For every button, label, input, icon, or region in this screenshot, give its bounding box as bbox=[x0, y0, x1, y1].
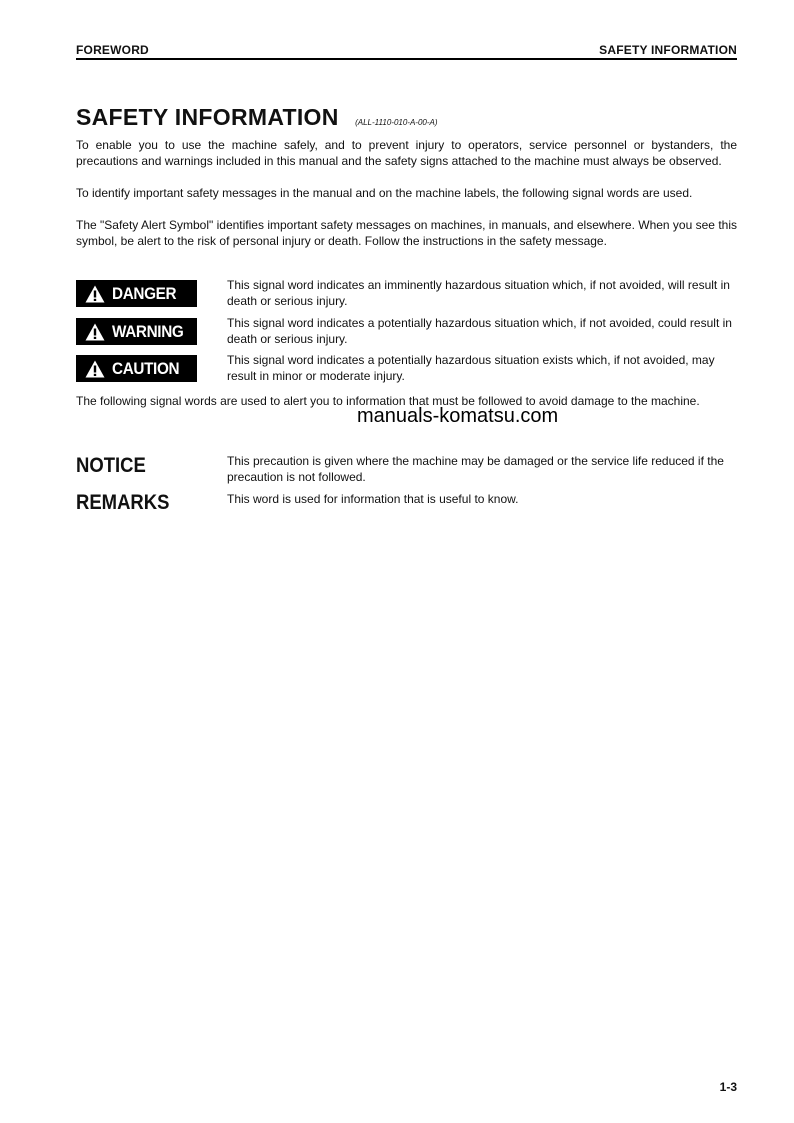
watermark: manuals-komatsu.com bbox=[357, 405, 559, 427]
page-title: SAFETY INFORMATION bbox=[76, 104, 339, 130]
warning-sign bbox=[76, 318, 197, 345]
warning-label: WARNING bbox=[112, 321, 184, 341]
page-number: 1-3 bbox=[719, 1080, 737, 1094]
danger-description: This signal word indicates an imminently hazardous situation which, if not avoided, will result in death or serious injury. bbox=[227, 278, 730, 309]
remarks-label: REMARKS bbox=[76, 491, 170, 514]
title-row bbox=[76, 104, 438, 131]
caution-description: This signal word indicates a potentially hazardous situation exists which, if not avoided, may result in minor or moderate injury. bbox=[227, 353, 715, 384]
intro-paragraph: To enable you to use the machine safely, and to prevent injury to operators, service personnel or bystanders, the precautions and warnings included in this manual and the safety signs attached to the machine must always be observed. bbox=[76, 138, 737, 169]
danger-sign bbox=[76, 280, 197, 307]
caution-label: CAUTION bbox=[112, 358, 180, 378]
alert-triangle-icon bbox=[85, 360, 105, 378]
remarks-description: This word is used for information that is useful to know. bbox=[227, 492, 519, 506]
damage-words-paragraph: The following signal words are used to alert you to information that must be followed to avoid damage to the machine. bbox=[76, 394, 700, 408]
safety-alert-symbol-paragraph: The "Safety Alert Symbol" identifies important safety messages on machines, in manuals, and elsewhere. When you see this symbol, be alert to the risk of personal injury or death. Follow the instructions in the safety message. bbox=[76, 218, 737, 249]
header-rule bbox=[76, 58, 737, 60]
notice-description: This precaution is given where the machine may be damaged or the service life reduced if the precaution is not followed. bbox=[227, 454, 724, 485]
alert-triangle-icon bbox=[85, 285, 105, 303]
notice-label: NOTICE bbox=[76, 454, 146, 477]
caution-sign bbox=[76, 355, 197, 382]
signal-words-paragraph: To identify important safety messages in the manual and on the machine labels, the following signal words are used. bbox=[76, 186, 693, 200]
alert-triangle-icon bbox=[85, 323, 105, 341]
warning-description: This signal word indicates a potentially hazardous situation which, if not avoided, could result in death or serious injury. bbox=[227, 316, 732, 347]
reference-code: (ALL-1110-010-A-00-A) bbox=[355, 118, 438, 127]
header-chapter-label: SAFETY INFORMATION bbox=[599, 43, 737, 57]
danger-label: DANGER bbox=[112, 283, 177, 303]
header-section-label: FOREWORD bbox=[76, 43, 149, 57]
